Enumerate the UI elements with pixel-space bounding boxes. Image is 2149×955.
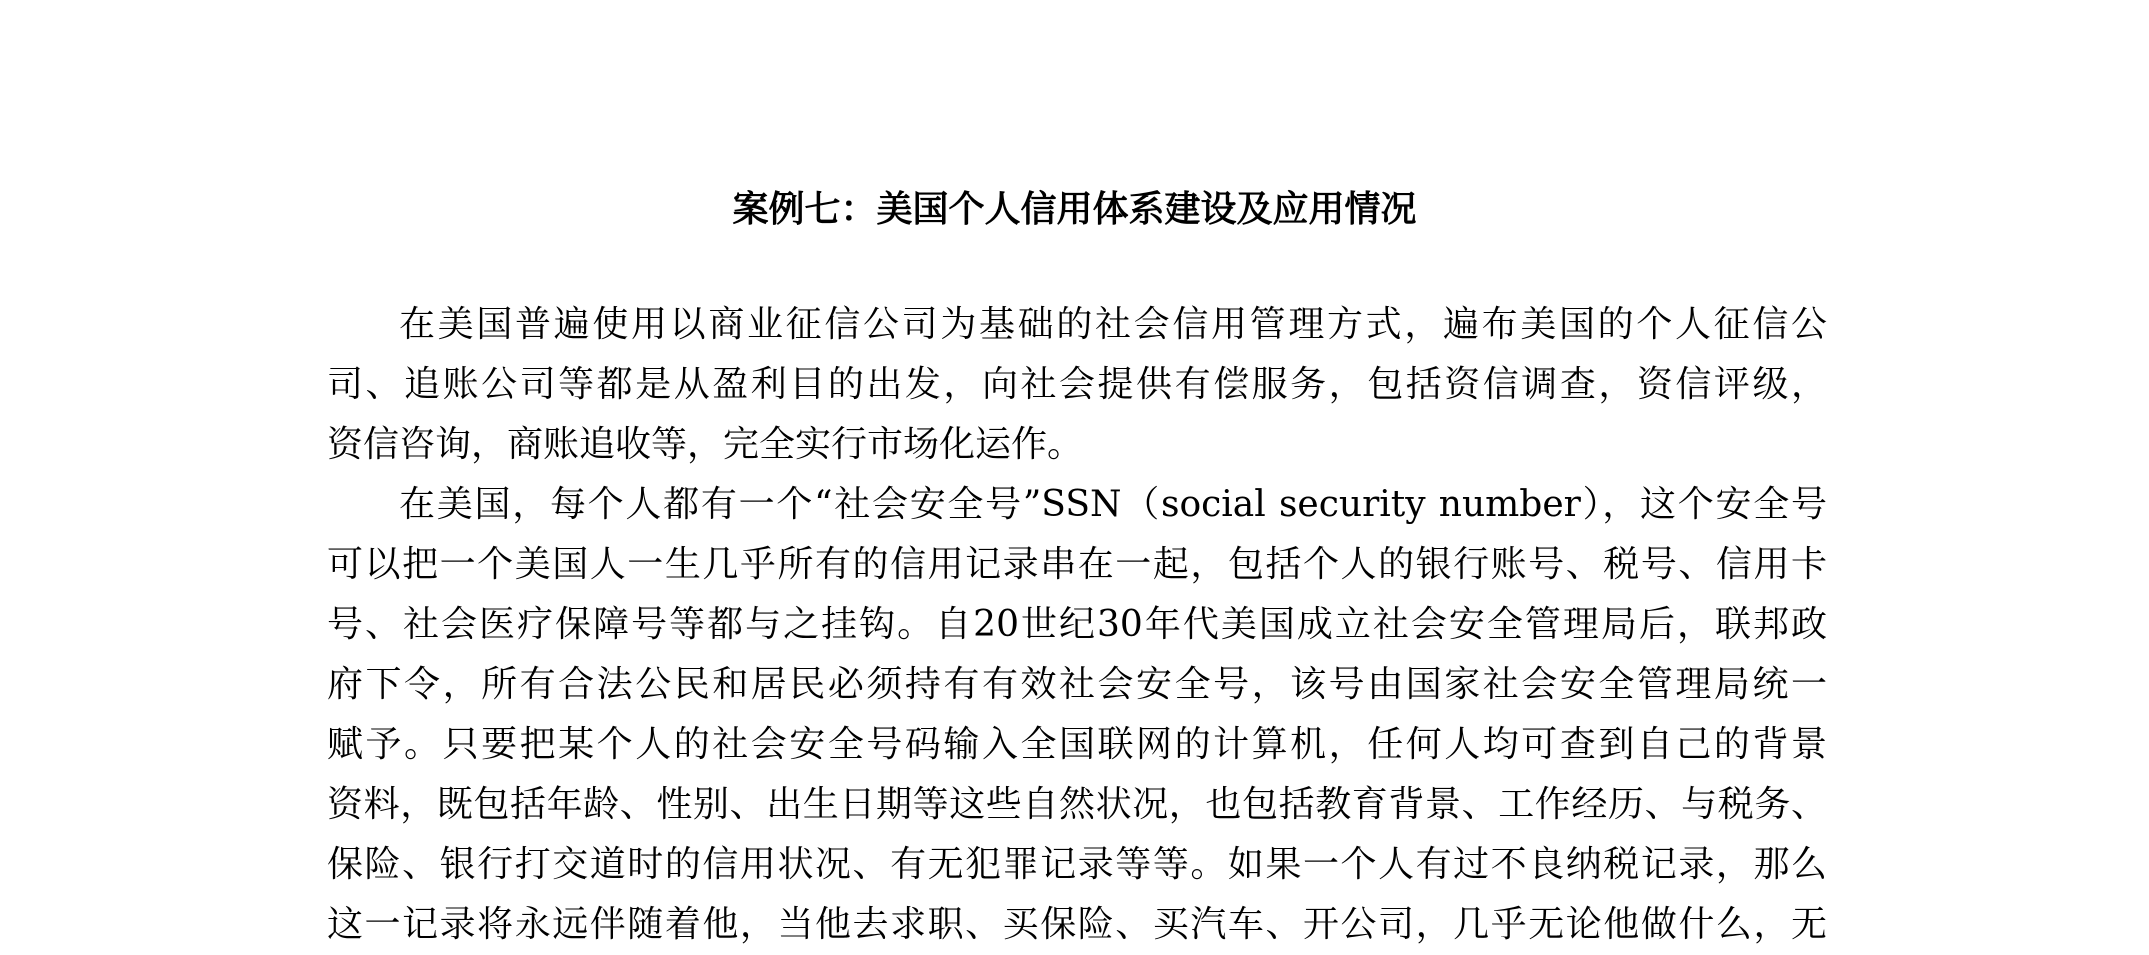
page-title: 案例七：美国个人信用体系建设及应用情况 (732, 188, 1417, 230)
paragraph-line: 资信咨询，商账追收等，完全实行市场化运作。 (327, 424, 1084, 465)
paragraph-line: 在美国普遍使用以商业征信公司为基础的社会信用管理方式，遍布美国的个人征信公 (399, 304, 1827, 345)
paragraph-line: 可以把一个美国人一生几乎所有的信用记录串在一起，包括个人的银行账号、税号、信用卡 (327, 544, 1827, 585)
paragraph-line: 号、社会医疗保障号等都与之挂钩。自20世纪30年代美国成立社会安全管理局后，联邦政 (327, 604, 1827, 645)
paragraph-line: 这一记录将永远伴随着他，当他去求职、买保险、买汽车、开公司，几乎无论他做什么，无 (327, 904, 1827, 945)
paragraph-line: 在美国，每个人都有一个“社会安全号”SSN（social security number），这个安全号 (399, 484, 1827, 525)
paragraph-line: 保险、银行打交道时的信用状况、有无犯罪记录等等。如果一个人有过不良纳税记录，那么 (327, 844, 1827, 885)
paragraph-1 (327, 295, 1827, 475)
paragraph-2 (327, 475, 1827, 955)
paragraph-line: 司、追账公司等都是从盈利目的出发，向社会提供有偿服务，包括资信调查，资信评级， (327, 364, 1827, 405)
paragraph-line: 府下令，所有合法公民和居民必须持有有效社会安全号，该号由国家社会安全管理局统一 (327, 664, 1827, 705)
paragraph-line: 赋予。只要把某个人的社会安全号码输入全国联网的计算机，任何人均可查到自己的背景 (327, 724, 1827, 765)
body-text (327, 295, 1827, 955)
paragraph-line: 资料，既包括年龄、性别、出生日期等这些自然状况，也包括教育背景、工作经历、与税务、 (327, 784, 1827, 825)
